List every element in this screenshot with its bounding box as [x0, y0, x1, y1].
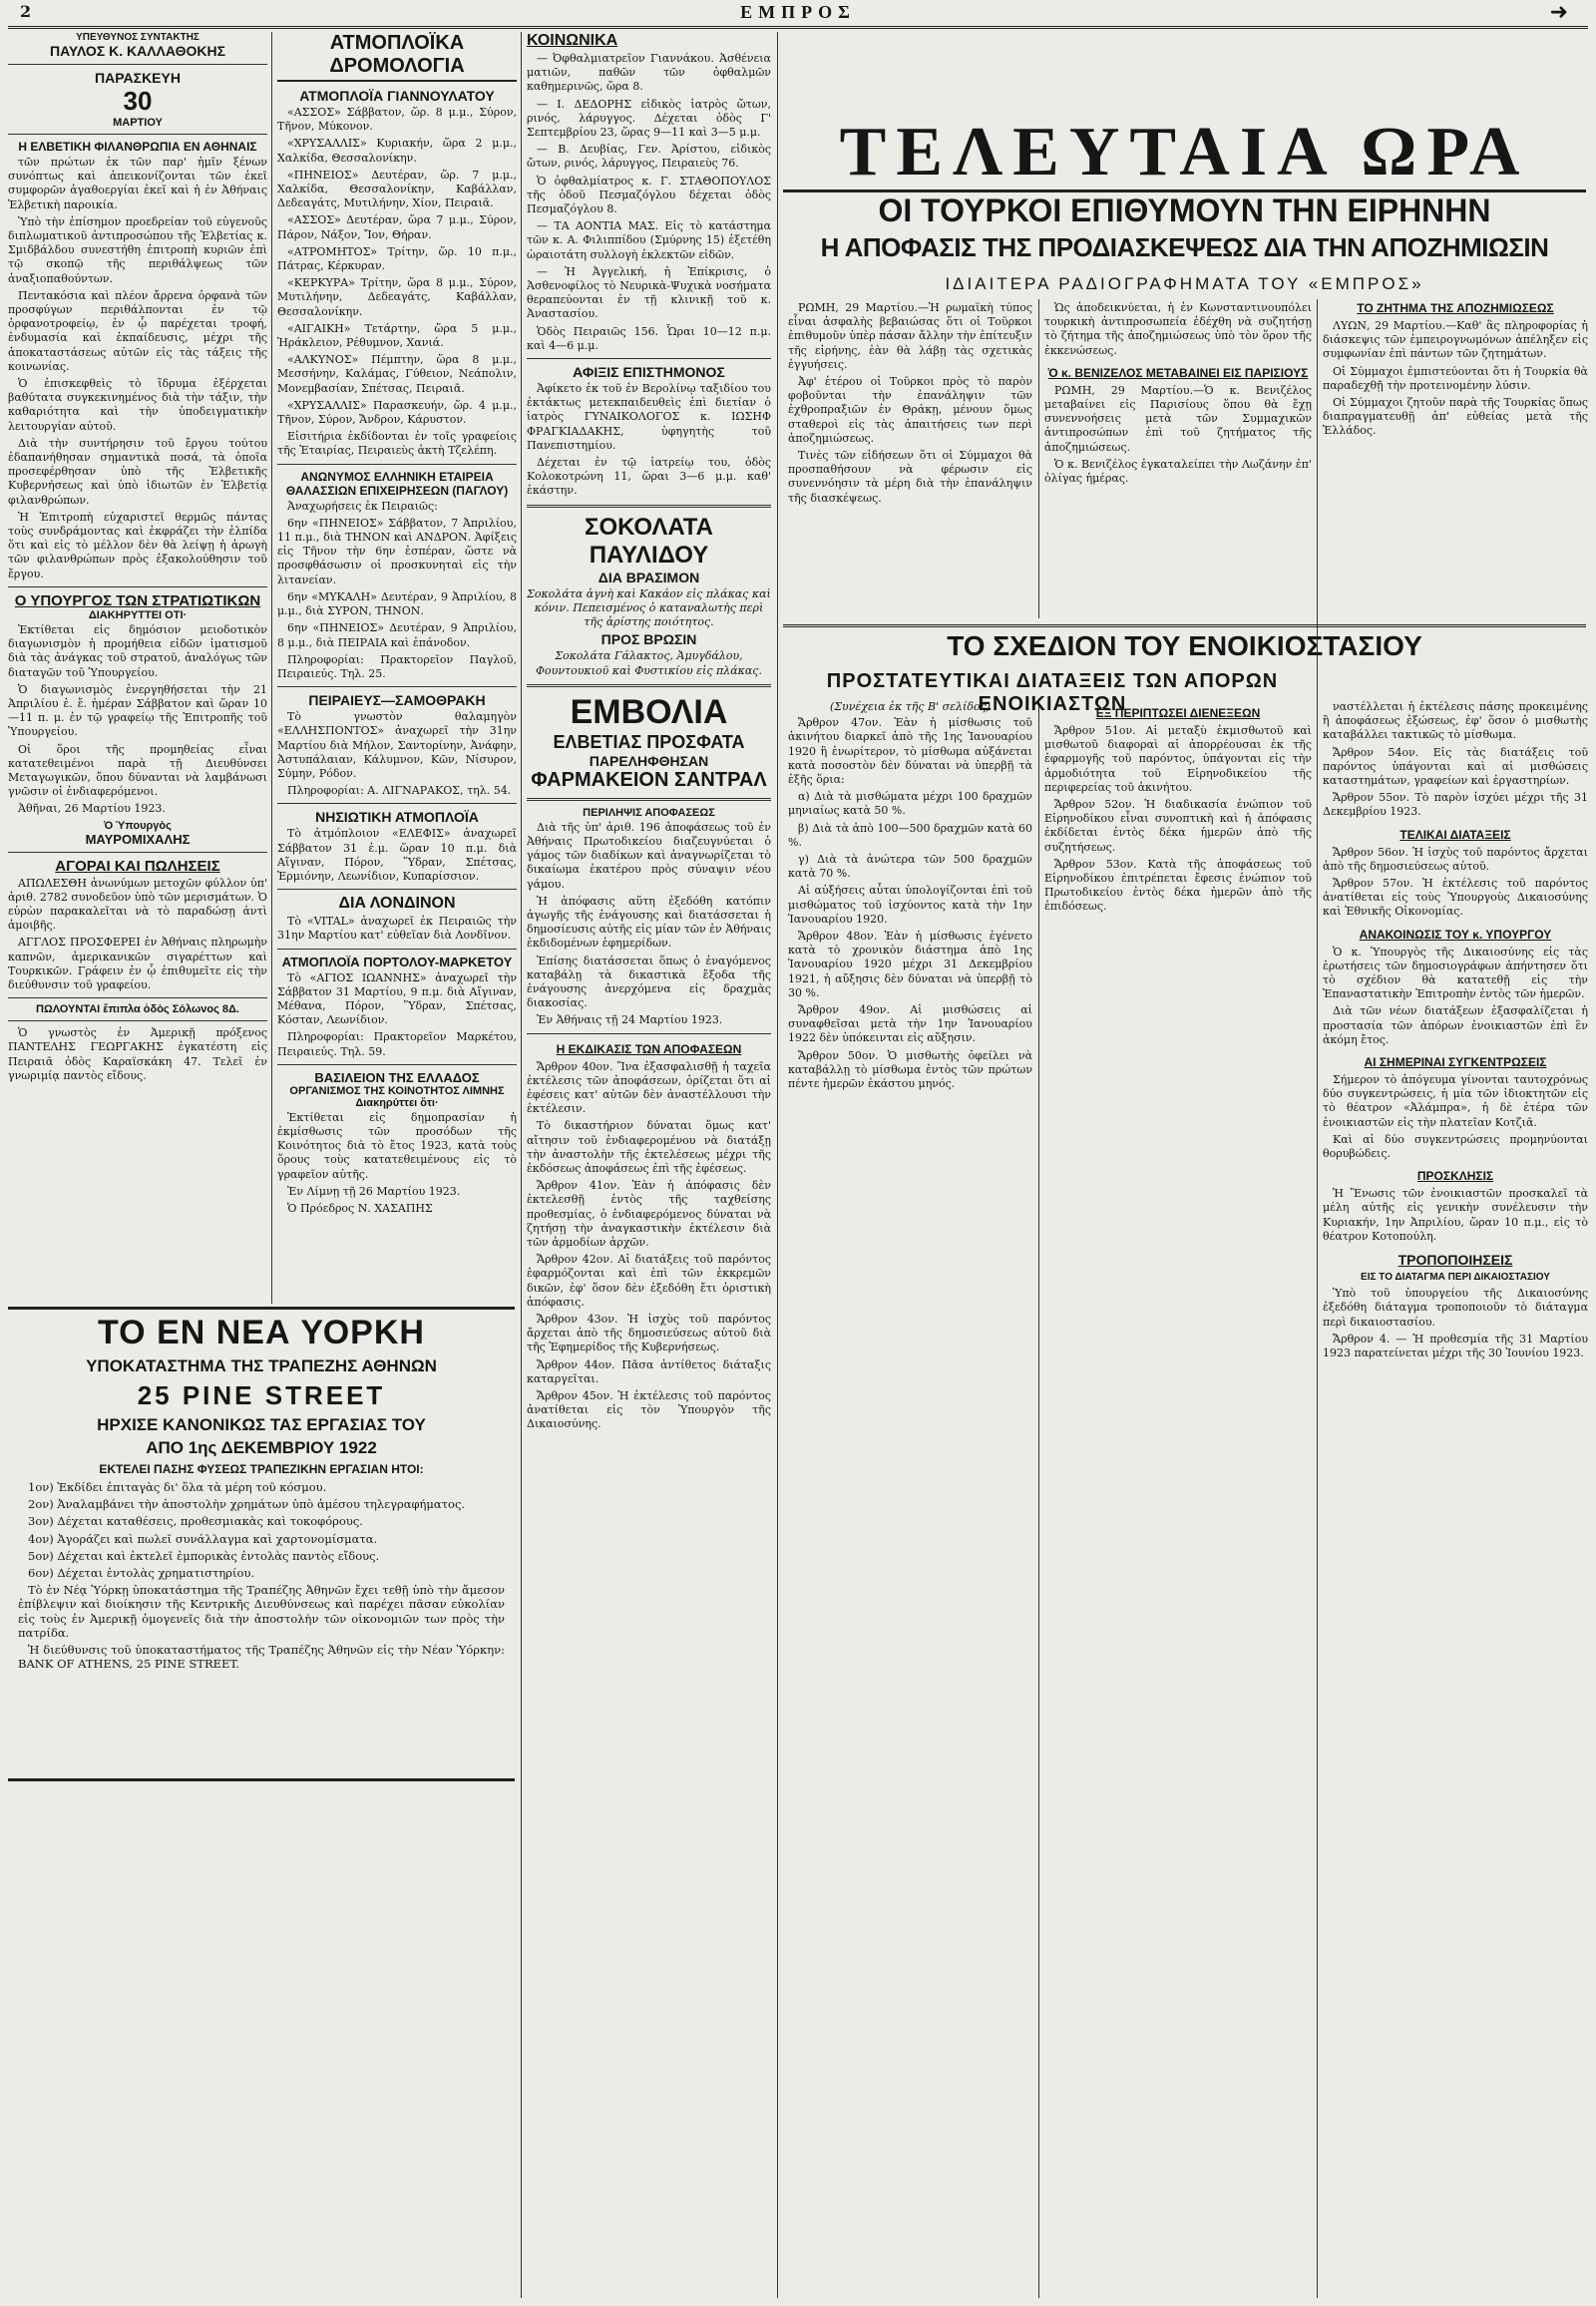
rent-column-c: [1323, 698, 1588, 2298]
subsection-title: ΤΟ ΖΗΤΗΜΑ ΤΗΣ ΑΠΟΖΗΜΙΩΣΕΩΣ: [1357, 301, 1554, 315]
paragraph: Ἀθῆναι, 26 Μαρτίου 1923.: [18, 802, 166, 816]
editor-name: ΠΑΥΛΟΣ Κ. ΚΑΛΛΑΘΟΚΗΣ: [49, 43, 226, 59]
paragraph: Ὁ κ. Ὑπουργὸς τῆς Δικαιοσύνης εἰς τὰς ἐρωτήσεις τῶν δημοσιογράφων ἀπήντησεν ὅτι τὸ σχέδιον θὰ κατατεθῇ εἰς τὴν Ἐπαναστατικὴν Ἐπιτροπὴν ἐντὸς τῶν ἡμερῶν.: [1323, 945, 1588, 1001]
main-headline: ΤΕΛΕΥΤΑΙΑ ΩΡΑ: [839, 114, 1530, 191]
paragraph: Ὑπὸ τὴν ἐπίσημον προεδρείαν τοῦ εὐγενοῦς διπλωματικοῦ ἀντιπροσώπου τῆς Ἐλβετίας κ. Σμιδβάλδου συνεστήθη ἐπιτροπὴ κυριῶν ἐπὶ τῷ σκοπῷ τῆς περιθάλψεως τῶν ἀναξιοπαθούντων.: [8, 214, 267, 285]
classified-line: ΠΩΛΟΥΝΤΑΙ ἔπιπλα ὁδὸς Σόλωνος 8Δ.: [36, 1003, 239, 1016]
service-item: 5ον) Δέχεται καὶ ἐκτελεῖ ἐμπορικὰς ἐντολὰς παντὸς εἴδους.: [28, 1548, 380, 1563]
schedule: [277, 915, 517, 943]
ad-subtitle: ΠΑΡΕΛΗΦΘΗΣΑΝ: [589, 752, 709, 769]
paragraph: Ἄρθρον 44ον. Πᾶσα ἀντίθετος διάταξις καταργεῖται.: [527, 1357, 771, 1385]
subheadline: Η ΑΠΟΦΑΣΙΣ ΤΗΣ ΠΡΟΔΙΑΣΚΕΨΕΩΣ ΔΙΑ ΤΗΝ ΑΠΟΖΗΜΙΩΣΙΝ: [820, 232, 1549, 262]
paragraph: Δέχεται ἐν τῷ ἰατρείῳ του, ὁδὸς Κολοκοτρώνη 11, ὥραι 3—6 μ.μ. καθ' ἑκάστην.: [527, 456, 771, 498]
paragraph: 6ην «ΜΥΚΑΛΗ» Δευτέραν, 9 Ἀπριλίου, 8 μ.μ., διὰ ΣΥΡΟΝ, ΤΗΝΟΝ.: [277, 589, 517, 618]
paragraph: «ΧΡΥΣΑΛΛΙΣ» Παρασκευήν, ὥρ. 4 μ.μ., Τῆνον, Σύρον, Ἄνδρον, Κάρυστον.: [277, 398, 517, 427]
paragraph: Σήμερον τὸ ἀπόγευμα γίνονται ταυτοχρόνως δύο συγκεντρώσεις, ἡ μία τῶν ἰδιοκτητῶν εἰς τὸ θέατρον «Ἀλάμπρα», ἡ δὲ ἑτέρα τῶν ἐνοικιαστῶν εἰς τὴν πλατεῖαν Κοτζιᾶ.: [1323, 1073, 1588, 1129]
classifieds: [8, 1026, 267, 1083]
paragraph: Πληροφορίαι: Πρακτορεῖον Παγλοῦ, Πειραιεύς. Τηλ. 25.: [277, 652, 517, 680]
subsection-title: ΕΙΣ ΤΟ ΔΙΑΤΑΓΜΑ ΠΕΡΙ ΔΙΚΑΙΟΣΤΑΣΙΟΥ: [1361, 1272, 1550, 1284]
paragraph: Ἐκτίθεται εἰς δημοπρασίαν ἡ ἐκμίσθωσις τῶν προσόδων τῆς Κοινότητος διὰ τὸ ἔτος 1923, κατὰ τοὺς ὅρους τοὺς κατατεθειμένους εἰς τὸ γραφεῖον αὐτῆς.: [277, 1110, 517, 1181]
paragraph: γ) Διὰ τὰ ἀνώτερα τῶν 500 δραχμῶν κατὰ 70 %.: [788, 853, 1032, 881]
dispatch-label: ΙΔΙΑΙΤΕΡΑ ΡΑΔΙΟΓΡΑΦΗΜΑΤΑ ΤΟΥ «ΕΜΠΡΟΣ»: [945, 274, 1424, 293]
paragraph: Ἄρθρον 52ον. Ἡ διαδικασία ἐνώπιον τοῦ Εἰρηνοδίκου εἶναι συνοπτικὴ καὶ ἡ ἀπόφασις ἐκδίδεται ἐντὸς δέκα ἡμερῶν ἀπὸ τῆς συζητήσεως.: [1044, 798, 1312, 854]
paragraph: — ΤΑ ΑΟΝΤΙΑ ΜΑΣ. Εἰς τὸ κατάστημα τῶν κ. Α. Φιλιππίδου (Σμύρνης 15) ἐξετέθη ὡραιοτάτη συλλογὴ ἐκλεκτῶν εἰδῶν.: [527, 219, 771, 261]
ad-title: ΣΟΚΟΛΑΤΑ ΠΑΥΛΙΔΟΥ: [585, 513, 713, 569]
subsection-title: ΕΞ ΠΕΡΙΠΤΩΣΕΙ ΔΙΕΝΕΞΕΩΝ: [1095, 706, 1261, 720]
paragraph: «ΚΕΡΚΥΡΑ» Τρίτην, ὥρα 8 μ.μ., Σύρον, Μυτιλήνην, Δεδεαγάτς, Καβάλλαν, Θεσσαλονίκην.: [277, 276, 517, 318]
issue-date: 30: [123, 86, 153, 116]
paragraph: Τὸ γνωστὸν θαλαμηγὸν «ΕΛΛΗΣΠΟΝΤΟΣ» ἀναχωρεῖ τὴν 31ην Μαρτίου διὰ Μήλον, Σαντορίνην, Ἀνάφην, Ἀστυπάλαιαν, Κάλυμνον, Κῶν, Νίσυρον, Σύμην, Ρόδον.: [277, 710, 517, 780]
issue-month: ΜΑΡΤΙΟΥ: [113, 117, 163, 129]
subsection-title: ΔΙΑ ΛΟΝΔΙΝΟΝ: [338, 895, 456, 913]
subsection-title: ΠΕΡΙΛΗΨΙΣ ΑΠΟΦΑΣΕΩΣ: [583, 806, 715, 819]
paragraph: Ἐν Ἀθήναις τῇ 24 Μαρτίου 1923.: [537, 1013, 723, 1027]
paragraph: Ἄρθρον 56ον. Ἡ ἰσχὺς τοῦ παρόντος ἄρχεται ἀπὸ τῆς δημοσιεύσεως αὐτοῦ.: [1323, 845, 1588, 873]
article-title: Η ΕΛΒΕΤΙΚΗ ΦΙΛΑΝΘΡΩΠΙΑ ΕΝ ΑΘΗΝΑΙΣ: [18, 140, 257, 154]
paragraph: ναστέλλεται ἡ ἐκτέλεσις πάσης προκειμένης ἢ ἀποφάσεως ἐξώσεως, ἐφ' ὅσον ὁ μισθωτὴς καταβάλλει τακτικῶς τὸ μίσθωμα.: [1323, 700, 1588, 742]
ad-title: ΕΜΒΟΛΙΑ: [570, 692, 728, 731]
paragraph: Πληροφορίαι: Πρακτορεῖον Μαρκέτου, Πειραιεύς. Τηλ. 59.: [277, 1030, 517, 1058]
subsection-title: Ὁ κ. ΒΕΝΙΖΕΛΟΣ ΜΕΤΑΒΑΙΝΕΙ ΕΙΣ ΠΑΡΙΣΙΟΥΣ: [1047, 365, 1309, 380]
paragraph: Τὸ δικαστήριον δύναται ὅμως κατ' αἴτησιν τοῦ ἐνδιαφερομένου νὰ διατάξῃ τὴν ἀναστολὴν τῆς ἐκτελέσεως μέχρι τῆς ἐκδόσεως ἀποφάσεως ἐπὶ τῆς ἐφέσεως.: [527, 1119, 771, 1175]
paragraph: Διὰ τῆς ὑπ' ἀριθ. 196 ἀποφάσεως τοῦ ἐν Ἀθήναις Πρωτοδικείου διαζευγνύεται ὁ γάμος τῶν διαδίκων καὶ ἀναγνωρίζεται τὸ δικαίωμα ἑκατέρου πρὸς σύναψιν νέου γάμου.: [527, 820, 771, 891]
paragraph: «ΑΙΓΑΙΚΗ» Τετάρτην, ὥρα 5 μ.μ., Ἡράκλειον, Ρέθυμνον, Χανιά.: [277, 321, 517, 350]
subsection-title: ΒΑΣΙΛΕΙΟΝ ΤΗΣ ΕΛΛΑΔΟΣ: [314, 1069, 480, 1085]
paragraph: Ἄρθρον 50ον. Ὁ μισθωτὴς ὀφείλει νὰ καταβάλλῃ τὸ μίσθωμα ἐντὸς τῶν πρώτων πέντε ἡμερῶν ἑκάστου μηνός.: [788, 1048, 1032, 1091]
paragraph: Ἡ Ἐπιτροπὴ εὐχαριστεῖ θερμῶς πάντας τοὺς συνδράμοντας καὶ ἐκφράζει τὴν ἐλπίδα ὅτι καὶ εἰς τὸ μέλλον δὲν θὰ λείψῃ ἡ ἀρωγὴ τῶν φιλανθρώπων πρὸς ἐξακολούθησιν τοῦ ἔργου.: [8, 510, 267, 580]
paragraph: Ὡς ἀποδεικνύεται, ἡ ἐν Κωνσταντινουπόλει τουρκικὴ ἀντιπροσωπεία ἐδέχθη νὰ συζητήσῃ τὸ ζήτημα τῆς ἀποζημιώσεως ὑπὸ τὸν ὅρον τῆς ἐκκενώσεως.: [1044, 301, 1312, 357]
paragraph: β) Διὰ τὰ ἀπὸ 100—500 δραχμῶν κατὰ 60 %.: [788, 821, 1032, 849]
section-headline: ΤΟ ΣΧΕΔΙΟΝ ΤΟΥ ΕΝΟΙΚΙΟΣΤΑΣΙΟΥ: [947, 630, 1422, 661]
paragraph: Οἱ Σύμμαχοι ἐμπιστεύονται ὅτι ἡ Τουρκία θὰ παραδεχθῇ τὴν προτεινομένην λύσιν.: [1323, 364, 1588, 392]
arrow-icon: ➜: [1549, 0, 1568, 25]
subsection-title: ΑΤΜΟΠΛΟΪΑ ΠΟΡΤΟΛΟΥ-ΜΑΡΚΕΤΟΥ: [281, 954, 513, 969]
ad-line: ΕΚΤΕΛΕΙ ΠΑΣΗΣ ΦΥΣΕΩΣ ΤΡΑΠΕΖΙΚΗΝ ΕΡΓΑΣΙΑΝ ΗΤΟΙ:: [99, 1462, 424, 1476]
paragraph: Ἐπίσης διατάσσεται ὅπως ὁ ἐναγόμενος καταβάλῃ τὰ δικαστικὰ ἔξοδα τῆς ἐνάγουσης ἀνερχόμενα εἰς δραχμὰς διακοσίας.: [527, 954, 771, 1010]
paragraph: Ἄρθρον 42ον. Αἱ διατάξεις τοῦ παρόντος ἐφαρμόζονται καὶ ἐπὶ τῶν ἐκκρεμῶν δικῶν, ἐφ' ὅσον δὲν ἐξεδόθη ἔτι ὁριστικὴ ἀπόφασις.: [527, 1253, 771, 1309]
column-rule: [271, 32, 272, 1304]
paragraph: Ἀφίκετο ἐκ τοῦ ἐν Βερολίνῳ ταξιδίου του ἐκτάκτως μετεκπαιδευθεὶς ἐπὶ διετίαν ὁ ἰατρὸς ΓΥΝΑΙΚΟΛΟΓΟΣ κ. ΙΩΣΗΦ ΦΡΑΓΚΙΑΔΑΚΗΣ, ὑφηγητὴς τοῦ Πανεπιστημίου.: [527, 382, 771, 452]
paragraph: Τὸ «ΑΓΙΟΣ ΙΩΑΝΝΗΣ» ἀναχωρεῖ τὴν Σάββατον 31 Μαρτίου, 9 π.μ. διὰ Αἴγιναν, Μέθανα, Πόρον, Ὕδραν, Σπέτσας, Κόσταν, Λεωνίδιον.: [277, 970, 517, 1027]
signature: ΜΑΥΡΟΜΙΧΑΛΗΣ: [85, 831, 191, 847]
paragraph: — Ἡ Ἀγγελική, ἡ Ἐπίκρισις, ὁ Ἀσθενοφίλος τὸ Νευρικὰ-Ψυχικὰ νοσήματα θεραπεύονται ἐν τῇ κλινικῇ τοῦ κ. Ἀναστασίου.: [527, 264, 771, 321]
paragraph: — Ὀφθαλμιατρεῖον Γιαννάκου. Ἀσθένεια ματιῶν, παθῶν τῶν ὀφθαλμῶν καθημερινῶς, ὥρα 8.: [527, 52, 771, 94]
paragraph: — Β. Δευβίας, Γεν. Ἀρίστου, εἰδικὸς ὤτων, ρινός, λάρυγγος, Πειραιεὺς 76.: [527, 143, 771, 171]
paragraph: Ἄρθρον 57ον. Ἡ ἐκτέλεσις τοῦ παρόντος ἀνατίθεται εἰς τοὺς Ὑπουργοὺς Δικαιοσύνης καὶ Ἐθνικῆς Οἰκονομίας.: [1323, 877, 1588, 919]
paragraph: Ἄρθρον 45ον. Ἡ ἐκτέλεσις τοῦ παρόντος ἀνατίθεται εἰς τὸν Ὑπουργὸν τῆς Δικαιοσύνης.: [527, 1389, 771, 1431]
news-column-c: [1323, 299, 1588, 618]
paragraph: ΛΥΩΝ, 29 Μαρτίου.—Καθ' ἃς πληροφορίας ἡ διάσκεψις τῶν ἐμπειρογνωμόνων ἀπέληξεν εἰς συμφωνίαν ἐπὶ πάντων τῶν ζητημάτων.: [1323, 319, 1588, 361]
service-item: 4ον) Ἀγοράζει καὶ πωλεῖ συνάλλαγμα καὶ χαρτονομίσματα.: [28, 1531, 378, 1546]
editor-label: ΥΠΕΥΘΥΝΟΣ ΣΥΝΤΑΚΤΗΣ: [76, 32, 200, 43]
notice: [277, 1111, 517, 1216]
signature-label: Ὁ Ὑπουργὸς: [104, 819, 172, 832]
column-rule: [777, 32, 778, 2298]
paragraph: Τὸ ἀτμόπλοιον «ΕΛΕΦΙΣ» ἀναχωρεῖ Σάββατον 31 ἐ.μ. ὥραν 10 π.μ. διὰ Αἴγιναν, Πόρον, Ὕδραν, Σπέτσας, Ἑρμιόνην, Λεωνίδιον, Κυπαρίσσιον.: [277, 827, 517, 883]
paragraph: «ΑΤΡΟΜΗΤΟΣ» Τρίτην, ὥρ. 10 π.μ., Πάτρας, Κέρκυραν.: [277, 244, 517, 273]
paragraph: ΡΩΜΗ, 29 Μαρτίου.—Ὁ κ. Βενιζέλος μεταβαίνει εἰς Παρισίους ὅπου θὰ ἔχῃ συνεννοήσεις μετὰ τῶν Συμμαχικῶν ἀντιπροσώπων ἐπὶ τοῦ ζητήματος τῆς ἀποζημιώσεως.: [1044, 383, 1312, 454]
ad-text: Σοκολάτα ἀγνὴ καὶ Κακάον εἰς πλάκας καὶ κόνιν. Πεπεισμένος ὁ καταναλωτὴς περὶ τῆς ἀρίστης ποιότητος.: [527, 586, 771, 629]
section-title: ΚΟΙΝΩΝΙΚΑ: [527, 32, 618, 49]
paragraph: Τὸ «VITAL» ἀναχωρεῖ ἐκ Πειραιῶς τὴν 31ην Μαρτίου κατ' εὐθεῖαν διὰ Λονδῖνον.: [277, 915, 517, 943]
paragraph: Ἄρθρον 48ον. Ἐὰν ἡ μίσθωσις ἐγένετο κατὰ τὸ χρονικὸν διάστημα ἀπὸ 1ης Ἰανουαρίου 1920 μέχρι 31 Δεκεμβρίου 1921, ἡ αὔξησις δὲν δύναται νὰ ὑπερβῇ τὸ 30 %.: [788, 930, 1032, 999]
schedule: [277, 827, 517, 884]
paragraph: Ὑπὸ τοῦ ὑπουργείου τῆς Δικαιοσύνης ἐξεδόθη διάταγμα τροποποιοῦν τὸ διάταγμα περὶ δικαιοστασίου.: [1323, 1287, 1588, 1329]
page-number: 2: [20, 2, 32, 21]
paragraph: «ΑΣΣΟΣ» Σάββατον, ὥρ. 8 μ.μ., Σύρον, Τῆνον, Μύκονον.: [277, 106, 517, 134]
column-3: [527, 32, 771, 2296]
rent-column-b: [1044, 698, 1312, 2298]
headline-underline: [783, 114, 1586, 192]
article-subtitle: ΔΙΑΚΗΡΥΤΤΕΙ ΟΤΙ·: [88, 608, 188, 621]
subsection-title: ΑΝΑΚΟΙΝΩΣΙΣ ΤΟΥ κ. ΥΠΟΥΡΓΟΥ: [1359, 927, 1552, 942]
paragraph: Αἱ αὐξήσεις αὗται ὑπολογίζονται ἐπὶ τοῦ μισθώματος τοῦ ἰσχύοντος κατὰ τὴν 1ην Ἰανουαρίου 1920.: [788, 884, 1032, 926]
paragraph: Ἡ Ἕνωσις τῶν ἐνοικιαστῶν προσκαλεῖ τὰ μέλη αὐτῆς εἰς γενικὴν συνέλευσιν τὴν Κυριακήν, 1ην Ἀπριλίου, ὥραν 10 π.μ., εἰς τὸ θέατρον Κοτοπούλη.: [1323, 1187, 1588, 1243]
ad-line: ΗΡΧΙΣΕ ΚΑΝΟΝΙΚΩΣ ΤΑΣ ΕΡΓΑΣΙΑΣ ΤΟΥ: [97, 1415, 426, 1434]
paragraph: 6ην «ΠΗΝΕΙΟΣ» Δευτέραν, 9 Ἀπριλίου, 8 μ.μ., διὰ ΠΕΙΡΑΙΑ καὶ ἐπάνοδον.: [277, 621, 517, 649]
paragraph: Ἄρθρον 49ον. Αἱ μισθώσεις αἱ συναφθεῖσαι μετὰ τὴν 1ην Ἰανουαρίου 1922 δὲν ὑπόκεινται εἰς αὔξησιν.: [788, 1003, 1032, 1045]
paragraph: Ἄρθρον 51ον. Αἱ μεταξὺ ἐκμισθωτοῦ καὶ μισθωτοῦ διαφοραὶ αἱ ἀπορρέουσαι ἐκ τῆς ἐφαρμογῆς τοῦ παρόντος, ὑπάγονται εἰς τὴν ἁρμοδιότητα τοῦ Εἰρηνοδικείου τῆς περιφερείας τοῦ ἀκινήτου.: [1044, 724, 1312, 794]
paragraph: Τὸ ἐν Νέᾳ Ὑόρκῃ ὑποκατάστημα τῆς Τραπέζης Ἀθηνῶν ἔχει τεθῇ ὑπὸ τὴν ἄμεσον ἐπίβλεψιν καὶ διοίκησιν τῆς Κεντρικῆς Διευθύνσεως καὶ παρέχει πᾶσαν εὐκολίαν εἰς τοὺς ἐν Ἀμερικῇ ὁμογενεῖς διὰ τὴν ἀποστολὴν τῶν οἰκονομιῶν των πρὸς τὴν πατρίδα.: [18, 1583, 505, 1640]
ad-subtitle: ΠΡΟΣ ΒΡΩΣΙΝ: [600, 631, 697, 648]
paragraph: α) Διὰ τὰ μισθώματα μέχρι 100 δραχμῶν μηνιαίως κατὰ 50 %.: [788, 790, 1032, 818]
subsection-title: ΠΕΙΡΑΙΕΥΣ—ΣΑΜΟΘΡΑΚΗ: [308, 692, 486, 709]
ad-line: ΥΠΟΚΑΤΑΣΤΗΜΑ ΤΗΣ ΤΡΑΠΕΖΗΣ ΑΘΗΝΩΝ: [86, 1356, 437, 1375]
news-column-a: [788, 299, 1032, 618]
subsection-title: ΤΕΛΙΚΑΙ ΔΙΑΤΑΞΕΙΣ: [1399, 827, 1511, 842]
issue-day: ΠΑΡΑΣΚΕΥΗ: [95, 70, 181, 86]
article-title: Ο ΥΠΟΥΡΓΟΣ ΤΩΝ ΣΤΡΑΤΙΩΤΙΚΩΝ: [14, 591, 261, 609]
paragraph: Ὁ γνωστὸς ἐν Ἀμερικῇ πρόξενος ΠΑΝΤΕΛΗΣ ΓΕΩΡΓΑΚΗΣ ἐγκατέστη εἰς Πειραιᾶ ὁδὸς Καραϊσκάκη 47. Τελεῖ ἐν γνωριμίᾳ παντὸς εἴδους.: [8, 1026, 267, 1082]
column-rule: [521, 32, 522, 2298]
paragraph: ΑΓΓΛΟΣ ΠΡΟΣΦΕΡΕΙ ἐν Ἀθήναις πληρωμὴν καπνῶν, ἀμερικανικῶν σιγαρέττων καὶ Τουρκικῶν. Γράφειν ἐν ᾧ ἐπιθυμεῖτε εἰς τὴν διεύθυνσιν τοῦ γραφείου.: [8, 936, 267, 991]
paragraph: ΡΩΜΗ, 29 Μαρτίου.—Ἡ ρωμαϊκὴ τύπος εἶναι ἀσφαλὴς βεβαιώσας ὅτι οἱ Τοῦρκοι ἐπιθυμοῦν ὑπὲρ πάσαν ἄλλην τὴν ἐπίτευξιν τῆς εἰρήνης, ἐὰν θὰ λάβῃ τὰς σχετικὰς ἐγγυήσεις.: [788, 301, 1032, 371]
schedule: [277, 971, 517, 1059]
paragraph: Ὁ Πρόεδρος Ν. ΧΑΣΑΠΗΣ: [287, 1201, 433, 1215]
paragraph: Ἄρθρον 40ον. Ἵνα ἐξασφαλισθῇ ἡ ταχεῖα ἐκτέλεσις τῶν ἀποφάσεων, ὁρίζεται ὅτι αἱ ἐφέσεις κατ' αὐτῶν δὲν ἀναστέλλουσι τὴν ἐκτέλεσιν.: [527, 1059, 771, 1116]
column-2: [277, 32, 517, 1299]
subheadline: ΟΙ ΤΟΥΡΚΟΙ ΕΠΙΘΥΜΟΥΝ ΤΗΝ ΕΙΡΗΝΗΝ: [878, 192, 1491, 228]
service-item: 2ον) Ἀναλαμβάνει τὴν ἀποστολὴν χρημάτων ὑπὸ ἀμέσου τηλεγραφήματος.: [28, 1497, 466, 1512]
section-title: ΑΓΟΡΑΙ ΚΑΙ ΠΩΛΗΣΕΙΣ: [55, 857, 220, 875]
paragraph: τῶν πρώτων ἐκ τῶν παρ' ἡμῖν ξένων συνόπτως καὶ ἀπεικονίζονται τῶν ἐκεῖ συμφορῶν ἀγαθοεργίαι ἐκεῖ καὶ ἡ ἐν Ἀθήναις Ἐλβετικὴ παροικία.: [8, 156, 267, 211]
service-item: 6ον) Δέχεται ἐντολὰς χρηματιστηρίου.: [28, 1566, 255, 1581]
masthead: [0, 2, 1596, 24]
paragraph: Ὁ διαγωνισμὸς ἐνεργηθήσεται τὴν 21 Ἀπριλίου ἐ. ἔ. ἡμέραν Σάββατον καὶ ὥραν 10—11 π. μ. ἐν τῷ γραφείῳ τῆς Ἐπιτροπῆς τοῦ Ὑπουργείου.: [8, 682, 267, 739]
paragraph: Ὁ ἐπισκεφθεὶς τὸ ἵδρυμα ἐξέρχεται βαθύτατα συγκεκινημένος διὰ τὴν τάξιν, τὴν καθαριότητα καὶ τὴν ὑποδειγματικὴν λειτουργίαν αὐτοῦ.: [8, 377, 267, 433]
subsection-title: Η ΕΚΔΙΚΑΣΙΣ ΤΩΝ ΑΠΟΦΑΣΕΩΝ: [556, 1041, 742, 1056]
ad-text: Σοκολάτα Γάλακτος, Ἀμυγδάλου, Φουντουκιοῦ καὶ Φυστικίου εἰς πλάκας.: [536, 649, 762, 677]
paragraph: Ἡ ἀπόφασις αὕτη ἐξεδόθη κατόπιν ἀγωγῆς τῆς ἐνάγουσης καὶ διατάσσεται ἡ δημοσίευσις αὐτῆς εἰς μίαν τῶν ἐν Ἀθήναις ἐκδιδομένων ἐφημερίδων.: [527, 894, 771, 951]
paragraph: Ἐν Λίμνῃ τῇ 26 Μαρτίου 1923.: [287, 1184, 461, 1198]
article-body: [8, 156, 267, 581]
bank-advertisement: [8, 1307, 515, 1781]
paragraph: 6ην «ΠΗΝΕΙΟΣ» Σάββατον, 7 Ἀπριλίου, 11 π.μ., διὰ ΤΗΝΟΝ καὶ ΑΝΔΡΟΝ. Ἀφίξεις εἰς Τῆνον τὴν 6ην ἑσπέραν, ὥστε νὰ προσφθάσωσιν οἱ προσκυνηταὶ εἰς τὴν λιτανείαν.: [277, 516, 517, 586]
paragraph: Οἱ ὅροι τῆς προμηθείας εἶναι κατατεθειμένοι παρὰ τῇ Διευθύνσει Μεταγωγικῶν, ὅπου δύνανται νὰ λαμβάνωσι γνῶσιν οἱ ἐνδιαφερόμενοι.: [8, 742, 267, 799]
paragraph: «ΑΛΚΥΝΟΣ» Πέμπτην, ὥρα 8 μ.μ., Μεσσήνην, Καλάμας, Γύθειον, Νεάπολιν, Μονεμβασίαν, Σπέτσας, Πειραιᾶ.: [277, 353, 517, 395]
paragraph: Ἀναχωρήσεις ἐκ Πειραιῶς:: [287, 499, 438, 513]
paragraph: Ἄρθρον 47ον. Ἐὰν ἡ μίσθωσις τοῦ ἀκινήτου διαρκεῖ ἀπὸ τῆς 1ης Ἰανουαρίου 1920 ἢ ἐνωρίτερον, τὸ μίσθωμα αὐξάνεται κατὰ ποσοστὸν δὲν δύναται νὰ ὑπερβῇ τὰ ἑξῆς ὅρια:: [788, 716, 1032, 787]
section-rule: [783, 624, 1586, 627]
paragraph: «ΑΣΣΟΣ» Δευτέραν, ὥρα 7 μ.μ., Σύρον, Πάρον, Νάξον, Ἴον, Θήραν.: [277, 213, 517, 241]
ad-subtitle: ΕΛΒΕΤΙΑΣ ΠΡΟΣΦΑΤΑ: [553, 731, 745, 752]
paragraph: Οἱ Σύμμαχοι ζητοῦν παρὰ τῆς Τουρκίας ὅπως διαπραγματευθῇ ἀπ' εὐθείας μετὰ τῆς Ἑλλάδος.: [1323, 396, 1588, 438]
paragraph: Τινὲς τῶν εἰδήσεων ὅτι οἱ Σύμμαχοι θὰ προσπαθήσουν νὰ φέρωσιν εἰς συνεννόησιν τὰ μέρη διὰ τὴν ἐπανάληψιν τῆς διασκέψεως.: [788, 449, 1032, 505]
paragraph: — Ι. ΔΕΔΟΡΗΣ εἰδικὸς ἰατρὸς ὤτων, ρινός, λάρυγγος. Δέχεται ὁδὸς Γ' Σεπτεμβρίου 23, ὥρας 9—11 καὶ 3—5 μ.μ.: [527, 97, 771, 140]
schedule: [277, 710, 517, 798]
paragraph: Πληροφορίαι: Α. ΛΙΓΝΑΡΑΚΟΣ, τηλ. 54.: [287, 784, 512, 798]
article-body: [8, 623, 267, 817]
paragraph: Ἄρθρον 43ον. Ἡ ἰσχὺς τοῦ παρόντος ἄρχεται ἀπὸ τῆς δημοσιεύσεως αὐτοῦ διὰ τῆς Ἐφημερίδος τῆς Κυβερνήσεως.: [527, 1313, 771, 1354]
subsection-title: ΑΙ ΣΗΜΕΡΙΝΑΙ ΣΥΓΚΕΝΤΡΩΣΕΙΣ: [1364, 1055, 1547, 1070]
column-rule: [1038, 698, 1039, 2298]
ad-line: ΑΠΟ 1ης ΔΕΚΕΜΒΡΙΟΥ 1922: [146, 1438, 377, 1457]
ad-title: ΤΟ ΕΝ ΝΕΑ ΥΟΡΚΗ: [98, 1314, 425, 1351]
notice: [527, 382, 771, 499]
newspaper-name: ΕΜΠΡΟΣ: [740, 2, 856, 22]
paragraph: Διὰ τὴν συντήρησιν τοῦ ἔργου τούτου ἐδαπανήθησαν σημαντικὰ ποσά, τὰ ὁποῖα προσεφέρθησαν ὑπὸ τῆς Ἐλβετικῆς Κυβερνήσεως καὶ ὑπὸ ἰδιωτῶν ἐν Ἐλβετίᾳ φιλανθρώπων.: [8, 436, 267, 507]
paragraph: Ὁδὸς Πειραιῶς 156. Ὧραι 10—12 π.μ. καὶ 4—6 μ.μ.: [527, 324, 771, 352]
column-1: [8, 32, 267, 1299]
court-decision: [527, 821, 771, 1028]
ad-subtitle: ΔΙΑ ΒΡΑΣΙΜΟΝ: [598, 569, 700, 585]
subsection-title: ΝΗΣΙΩΤΙΚΗ ΑΤΜΟΠΛΟΪΑ: [315, 809, 479, 826]
paragraph: Ἄρθρον 54ον. Εἰς τὰς διατάξεις τοῦ παρόντος ὑπάγονται καὶ αἱ μισθώσεις καταστημάτων, γραφείων καὶ ἐργαστηρίων.: [1323, 745, 1588, 788]
paragraph: ΑΠΩΛΕΣΘΗ ἀνωνύμων μετοχῶν φύλλον ὑπ' ἀριθ. 2782 συνοδεῦον ὑπὸ τῶν μερισμάτων. Ὁ εὑρὼν παρακαλεῖται νὰ τὸ παραδώσῃ ἀντὶ ἀμοιβῆς.: [8, 876, 267, 933]
paragraph: Ἀφ' ἑτέρου οἱ Τοῦρκοι πρὸς τὸ παρὸν φοβοῦνται τὴν ἐπανάληψιν τῶν ἐχθροπραξιῶν ἐν Θράκῃ, μένουν ὅμως σταθεροὶ εἰς τὰς ἀπαιτήσεις των περὶ ἀποζημιώσεως.: [788, 375, 1032, 445]
schedule: [277, 106, 517, 459]
subsection-title: ΤΡΟΠΟΠΟΙΗΣΕΙΣ: [1397, 1252, 1513, 1269]
subsection-title: ΑΝΩΝΥΜΟΣ ΕΛΛΗΝΙΚΗ ΕΤΑΙΡΕΙΑ ΘΑΛΑΣΣΙΩΝ ΕΠΙΧΕΙΡΗΣΕΩΝ (ΠΑΓΛΟΥ): [285, 469, 509, 498]
article-body: [527, 1060, 771, 1432]
paragraph: Ἄρθρον 4. — Ἡ προθεσμία τῆς 31 Μαρτίου 1923 παρατείνεται μέχρι τῆς 30 Ἰουνίου 1923.: [1323, 1332, 1588, 1359]
paragraph: Ἄρθρον 41ον. Ἐὰν ἡ ἀπόφασις δὲν ἐκτελεσθῇ ἐντὸς τῆς ταχθείσης προθεσμίας, ὁ ἐνδιαφερόμενος δύναται νὰ ζητήσῃ τὴν ἀναγκαστικὴν ἐκτέλεσιν διὰ τῶν ἁρμοδίων ἀρχῶν.: [527, 1179, 771, 1249]
column-rule: [1317, 299, 1318, 2298]
section-subheadline: ΠΡΟΣΤΑΤΕΥΤΙΚΑΙ ΔΙΑΤΑΞΕΙΣ ΤΩΝ ΑΠΟΡΩΝ ΕΝΟΙΚΙΑΣΤΩΝ: [826, 670, 1279, 715]
subsection-title: ΠΡΟΣΚΛΗΣΙΣ: [1416, 1169, 1494, 1184]
continuation-note: (Συνέχεια ἐκ τῆς Β' σελίδος): [829, 700, 992, 713]
service-item: 3ον) Δέχεται καταθέσεις, προθεσμιακὰς καὶ τοκοφόρους.: [28, 1514, 363, 1529]
ad-subtitle: ΦΑΡΜΑΚΕΙΟΝ ΣΑΝΤΡΑΛ: [531, 768, 767, 791]
classifieds: [8, 877, 267, 993]
subsection-title: ΑΦΙΞΙΣ ΕΠΙΣΤΗΜΟΝΟΣ: [573, 364, 725, 381]
social-notes: [527, 52, 771, 353]
column-rule: [1038, 299, 1039, 618]
paragraph: Ὁ ὀφθαλμίατρος κ. Γ. ΣΤΑΘΟΠΟΥΛΟΣ τῆς ὁδοῦ Πεσμαζόγλου δέχεται ὁδὸς Πεσμαζόγλου 8.: [527, 174, 771, 216]
paragraph: Καὶ αἱ δύο συγκεντρώσεις προμηνύονται θορυβώδεις.: [1323, 1132, 1588, 1161]
service-item: 1ον) Ἐκδίδει ἐπιταγὰς δι' ὅλα τὰ μέρη τοῦ κόσμου.: [28, 1480, 327, 1494]
top-rule: [8, 26, 1588, 29]
section-title: ΑΤΜΟΠΛΟΪΚΑ ΔΡΟΜΟΛΟΓΙΑ: [277, 32, 517, 82]
ad-line: 25 PINE STREET: [137, 1380, 386, 1410]
paragraph: Εἰσιτήρια ἐκδίδονται ἐν τοῖς γραφείοις τῆς Ἑταιρίας, Πειραιεὺς ἀκτὴ Τζελέπη.: [277, 430, 517, 458]
subsection-title: ΑΤΜΟΠΛΟΪΑ ΓΙΑΝΝΟΥΛΑΤΟΥ: [299, 88, 495, 104]
subsection-title: Διακηρύττει ὅτι·: [355, 1096, 439, 1109]
paragraph: Ἡ διεύθυνσις τοῦ ὑποκαταστήματος τῆς Τραπέζης Ἀθηνῶν εἰς τὴν Νέαν Ὑόρκην: BANK OF ATHENS, 25 PINE STREET.: [18, 1643, 505, 1672]
ad-services: [8, 1480, 515, 1671]
paragraph: Ἐκτίθεται εἰς δημόσιον μειοδοτικὸν διαγωνισμὸν ἡ προμήθεια εἰδῶν ἱματισμοῦ διὰ τὰς ἀνάγκας τοῦ στρατοῦ, ἀναλόγως τῶν διαταγῶν τοῦ Ὑπουργείου.: [8, 622, 267, 679]
paragraph: Ἄρθρον 53ον. Κατὰ τῆς ἀποφάσεως τοῦ Εἰρηνοδίκου ἐπιτρέπεται ἔφεσις ἐνώπιον τοῦ Πρωτοδικείου ἐντὸς δέκα ἡμερῶν ἀπὸ τῆς ἐπιδόσεως.: [1044, 857, 1312, 914]
paragraph: Διὰ τῶν νέων διατάξεων ἐξασφαλίζεται ἡ προστασία τῶν ἀπόρων ἐνοικιαστῶν ἐπὶ ἓν ἀκόμη ἔτος.: [1323, 1004, 1588, 1046]
schedule: [277, 500, 517, 681]
paragraph: «ΠΗΝΕΙΟΣ» Δευτέραν, ὥρ. 7 μ.μ., Χαλκίδα, Θεσσαλονίκην, Καβάλλαν, Δεδεαγάτς, Μυτιλήνην, Χίον, Πειραιᾶ.: [277, 168, 517, 210]
rent-column-a: [788, 698, 1032, 2298]
paragraph: Πεντακόσια καὶ πλέον ἄρρενα ὀρφανὰ τῶν προσφύγων περιθάλπονται ἐν τῷ ὀρφανοτροφείῳ, ἐν ᾧ παρέχεται τροφή, ἐνδυμασία καὶ ἐκπαίδευσις, μέχρι τῆς ἀποκαταστάσεως αὐτῶν εἰς τὰς τάξεις τῆς κοινωνίας.: [8, 288, 267, 373]
subsection-title: ΟΡΓΑΝΙΣΜΟΣ ΤΗΣ ΚΟΙΝΟΤΗΤΟΣ ΛΙΜΝΗΣ: [289, 1084, 505, 1097]
news-column-b: [1044, 299, 1312, 618]
paragraph: Ἄρθρον 55ον. Τὸ παρὸν ἰσχύει μέχρι τῆς 31 Δεκεμβρίου 1923.: [1323, 791, 1588, 819]
paragraph: «ΧΡΥΣΑΛΛΙΣ» Κυριακήν, ὥρα 2 μ.μ., Χαλκίδα, Θεσσαλονίκην.: [277, 137, 517, 165]
paragraph: Ὁ κ. Βενιζέλος ἐγκαταλείπει τὴν Λωζάνην ἐπ' ὀλίγας ἡμέρας.: [1044, 457, 1312, 486]
